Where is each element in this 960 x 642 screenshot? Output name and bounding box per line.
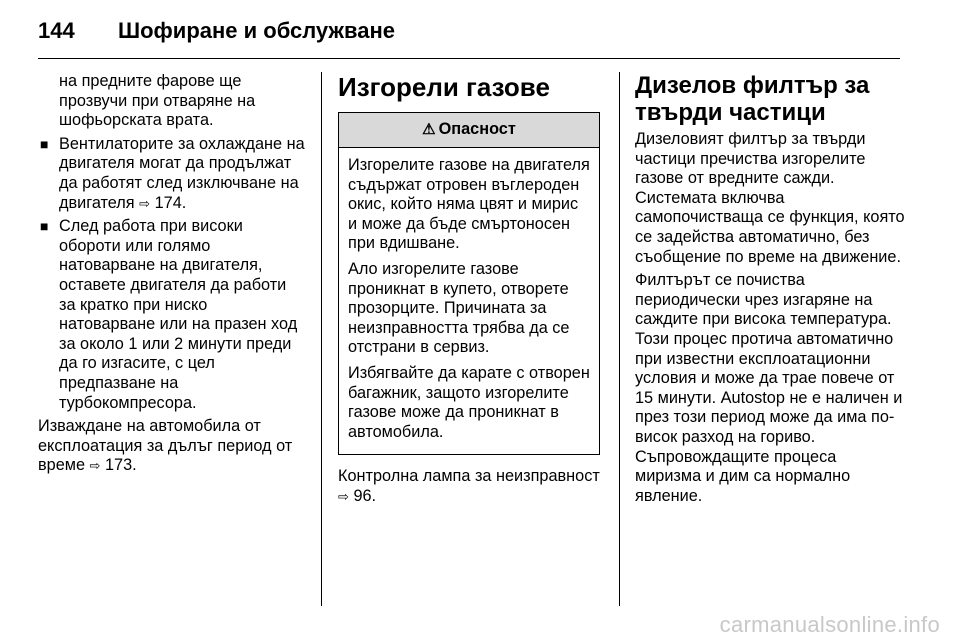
column-divider-2 <box>619 72 620 606</box>
warning-paragraph: Ало изгорелите газове проникнат в купето, отворете прозорците. Причината за неизправността трябва да се отстрани в сервиз. <box>348 259 570 357</box>
paragraph-text: Контролна лампа за неизправност <box>338 467 600 486</box>
reference-arrow-icon: ⇨ <box>338 488 349 504</box>
warning-body <box>339 148 599 454</box>
warning-paragraph: Изгорелите газове на двигателя съдържат отровен въглероден окис, който няма цвят и мирис и може да бъде смъртоносен при вдишване. <box>348 156 590 253</box>
paragraph: Филтърът се почиства периодически чрез изгаряне на саждите при висока температура. Този процес протича автоматично при известни експлоатационни условия и може да трае повече от 15 минути. Autostop не е наличен и през този период може да има по-висок разход на гориво. Съпровождащите процеса миризма и дим са нормално явление. <box>635 271 903 505</box>
page-header <box>38 14 900 59</box>
section-heading: Изгорели газове <box>338 72 550 102</box>
column-1 <box>38 72 306 480</box>
watermark: carmanualsonline.info <box>719 612 940 637</box>
list-item <box>38 217 306 413</box>
list-item-text: След работа при високи обороти или голямо натоварване на двигателя, оставете двигателя да работи за кратко при ниско натоварване или на празен ход за около 1 или 2 минути преди да го изгасите, с цел предпазване на турбокомпресора. <box>59 217 298 412</box>
paragraph <box>38 417 306 476</box>
column-2 <box>338 72 606 511</box>
warning-paragraph: Избягвайте да карате с отворен багажник, защото изгорелите газове може да проникнат в автомобила. <box>348 363 590 441</box>
page-title: Шофиране и обслужване <box>118 18 396 43</box>
list-item-text: Вентилаторите за охлаждане на двигателя могат да продължат да работят след изключване на двигателя <box>59 134 305 212</box>
continued-text: на предните фарове ще прозвучи при отваряне на шофьорската врата. <box>59 72 256 130</box>
paragraph-text: Изваждане на автомобила от експлоатация за дълъг период от време <box>38 417 293 475</box>
warning-box <box>338 112 600 455</box>
warning-title: Опасност <box>438 120 516 139</box>
column-3 <box>635 72 905 510</box>
page-reference[interactable]: 174. <box>154 193 187 212</box>
list-item <box>38 135 306 213</box>
square-bullet-icon: ■ <box>40 218 49 235</box>
page-reference[interactable]: 173. <box>104 456 137 475</box>
warning-triangle-icon: ⚠ <box>422 121 436 139</box>
reference-arrow-icon: ⇨ <box>139 195 151 211</box>
section-heading: Дизелов филтър за твърди частици <box>635 72 870 126</box>
page-reference[interactable]: 96. <box>353 486 377 505</box>
square-bullet-icon: ■ <box>40 135 49 152</box>
page-number: 144 <box>38 18 75 43</box>
warning-header <box>339 113 599 148</box>
column-divider-1 <box>321 72 322 606</box>
paragraph: Дизеловият филтър за твърди частици пречиства изгорелите газове от вредните сажди. Системата включва самопочистваща се функция, която се задейства автоматично, без съобщение по време на движение. <box>635 130 905 266</box>
reference-arrow-icon: ⇨ <box>89 458 101 474</box>
paragraph <box>338 467 606 506</box>
